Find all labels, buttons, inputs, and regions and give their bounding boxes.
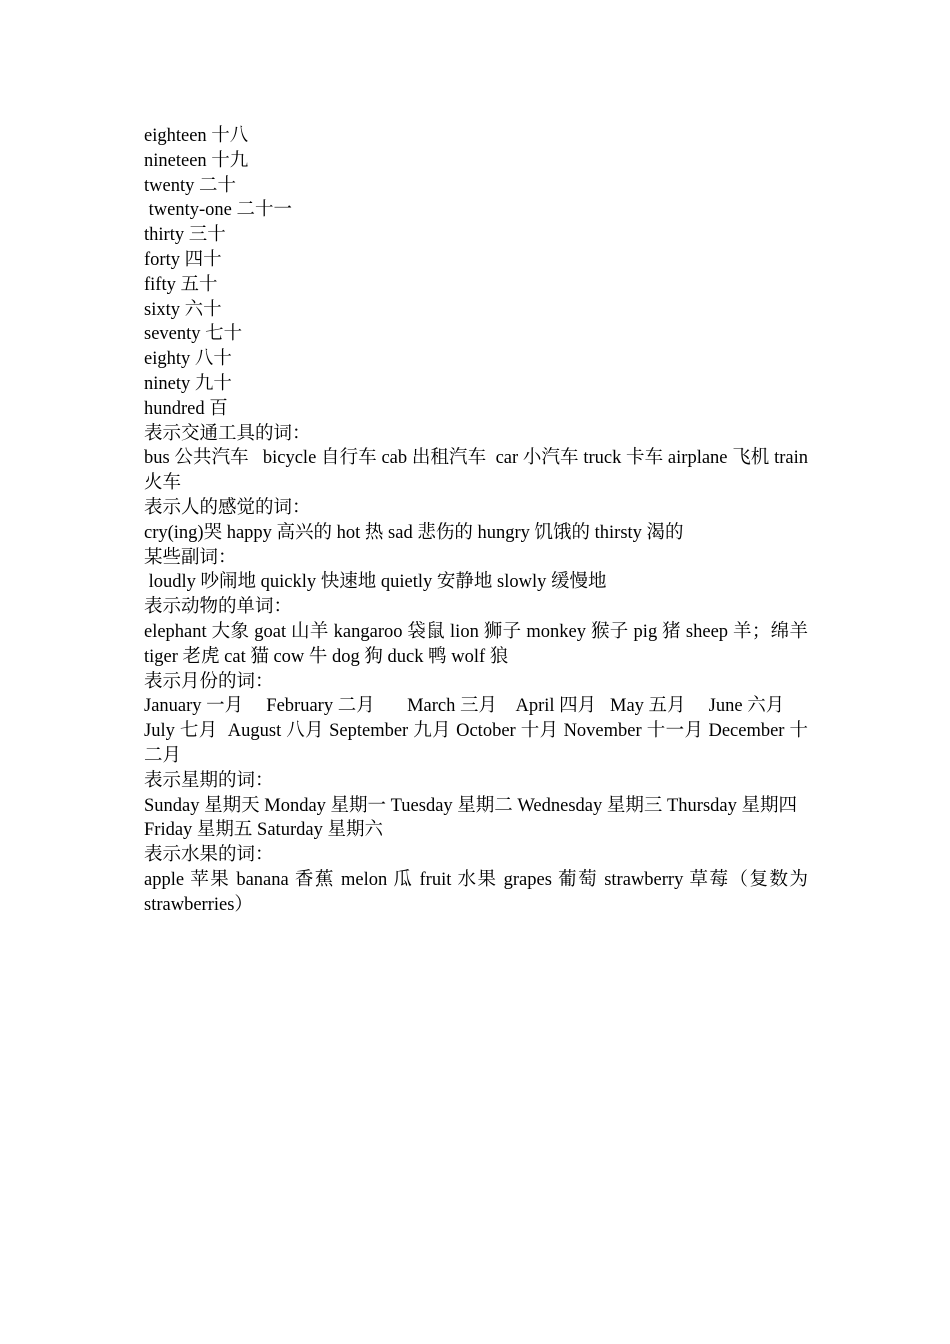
document-body	[144, 124, 813, 918]
section-heading-feelings: 表示人的感觉的词：	[144, 497, 311, 518]
text-line-fifty: fifty 五十	[144, 274, 218, 295]
text-line-eighteen: eighteen 十八	[144, 126, 249, 146]
text-line-fruits: apple 苹果 banana 香蕉 melon 瓜 fruit 水果 grapes 葡萄 strawberry 草莓（复数为 strawberries）	[144, 869, 813, 915]
text-line-twenty-one: twenty-one 二十一	[144, 200, 292, 221]
text-line-thirty: thirty 三十	[144, 225, 226, 246]
text-line-weekdays-1: Sunday 星期天 Monday 星期一 Tuesday 星期二 Wednesday 星期三 Thursday 星期四	[144, 795, 797, 816]
text-line-twenty: twenty 二十	[144, 175, 236, 196]
text-line-nineteen: nineteen 十九	[144, 150, 249, 171]
text-line-forty: forty 四十	[144, 249, 222, 270]
text-line-seventy: seventy 七十	[144, 324, 243, 345]
text-line-adverbs: loudly 吵闹地 quickly 快速地 quietly 安静地 slowly 缓慢地	[144, 572, 607, 593]
section-heading-months: 表示月份的词：	[144, 671, 274, 692]
text-line-hundred: hundred 百	[144, 398, 228, 419]
text-line-eighty: eighty 八十	[144, 349, 232, 370]
text-line-weekdays-2: Friday 星期五 Saturday 星期六	[144, 820, 383, 841]
text-line-feelings: cry(ing)哭 happy 高兴的 hot 热 sad 悲伤的 hungry 饥饿的 thirsty 渴的	[144, 522, 684, 543]
section-heading-transport: 表示交通工具的词：	[144, 423, 311, 444]
text-line-ninety: ninety 九十	[144, 373, 232, 394]
text-line-sixty: sixty 六十	[144, 299, 222, 320]
section-heading-animals: 表示动物的单词：	[144, 597, 293, 618]
text-line-months-2: July 七月 August 八月 September 九月 October 十月 November 十一月 December 十二月	[144, 721, 808, 766]
text-line-months-1: January 一月 February 二月 March 三月 April 四月 May 五月 June 六月	[144, 696, 785, 717]
section-heading-fruits: 表示水果的词：	[144, 845, 274, 866]
section-heading-adverbs: 某些副词：	[144, 547, 237, 568]
text-line-animals: elephant 大象 goat 山羊 kangaroo 袋鼠 lion 狮子 monkey 猴子 pig 猪 sheep 羊；绵羊 tiger 老虎 cat 猫 cow 牛 dog 狗 duck 鸭 wolf 狼	[144, 621, 813, 667]
section-heading-weekdays: 表示星期的词：	[144, 770, 274, 791]
text-line-transport: bus 公共汽车 bicycle 自行车 cab 出租汽车 car 小汽车 truck 卡车 airplane 飞机 train 火车	[144, 448, 813, 494]
